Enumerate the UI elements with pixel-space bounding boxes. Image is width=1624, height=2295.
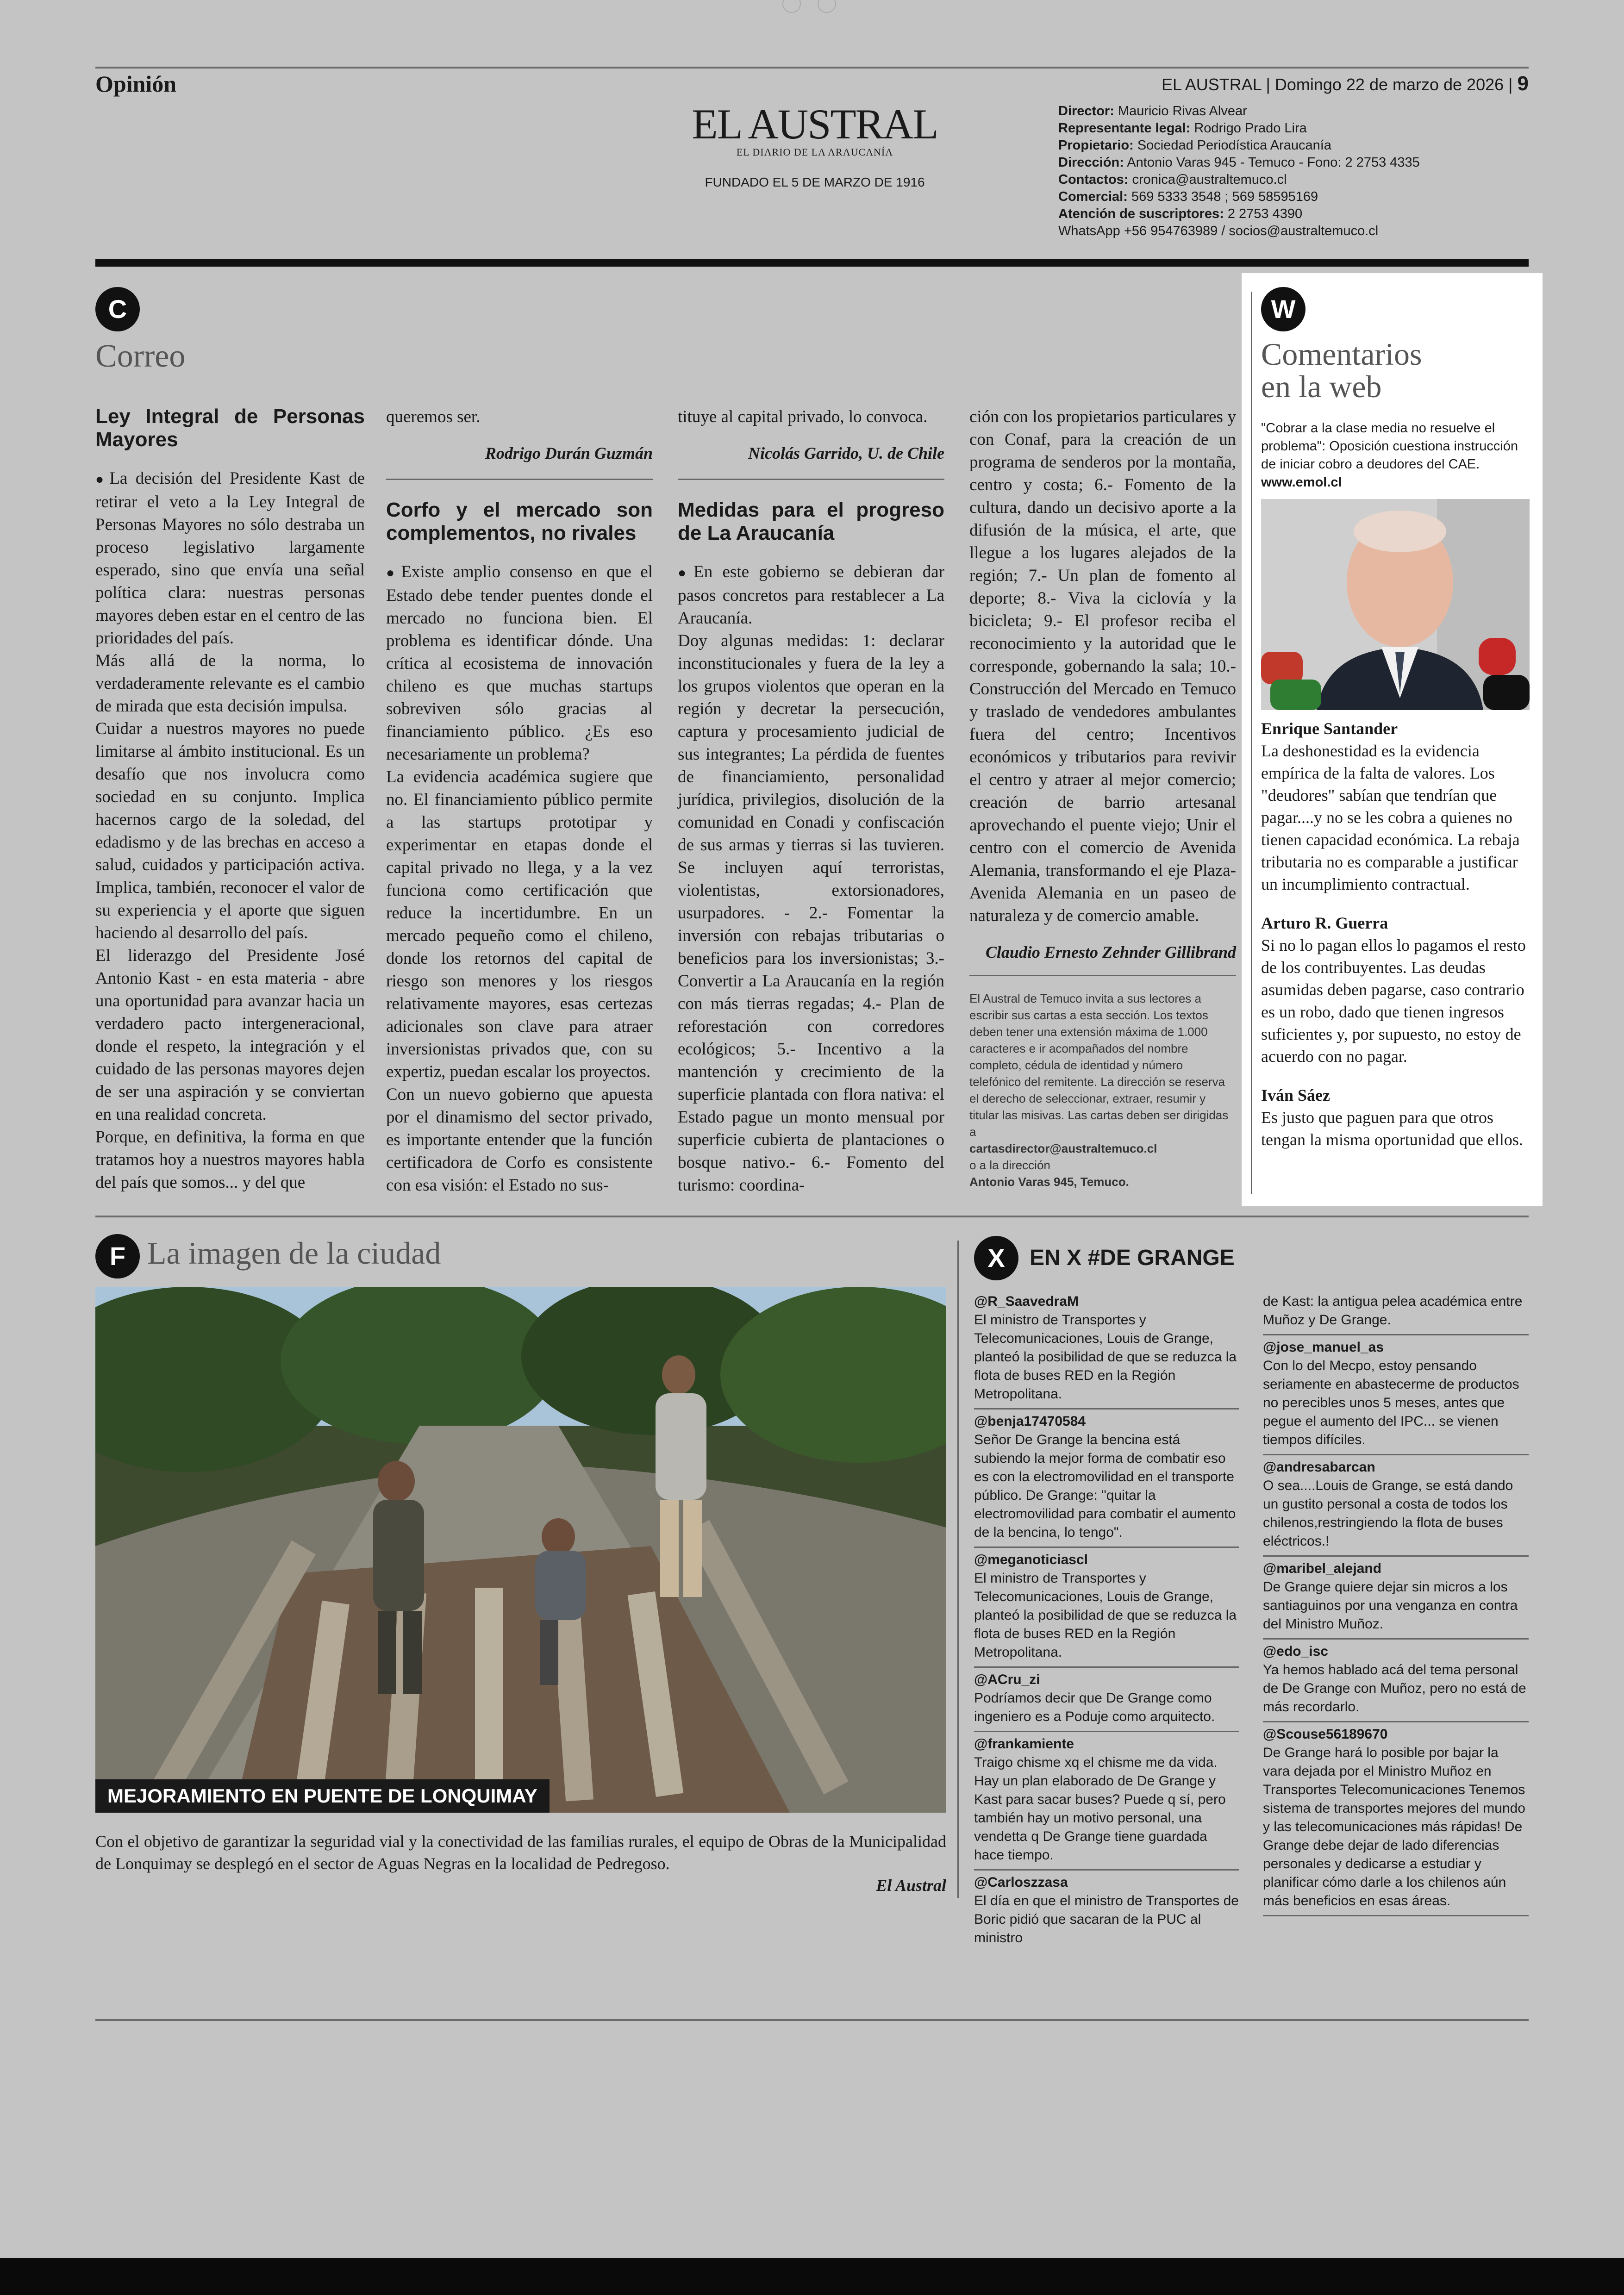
divider — [678, 479, 944, 480]
tweet-text: Con lo del Mecpo, estoy pensando seriamente en abastecerme de productos no perecibles unos 5 meses, antes que pegue el aumento del IPC... se vienen tiempos difíciles. — [1263, 1358, 1519, 1447]
tweet-handle[interactable]: @Carloszzasa — [974, 1875, 1068, 1890]
letter-1-paragraph: El liderazgo del Presidente José Antonio Kast - en esta materia - abre una oportunidad para avanzar hacia un verdadero pacto intergeneracional, donde el respeto, la integración y el cuidado de las personas mayores dejen de ser una aspiración y se conviertan en una realidad concreta. — [95, 946, 365, 1124]
masthead-title: EL AUSTRAL — [692, 100, 938, 148]
tweet — [1263, 1640, 1529, 1722]
staff-line: Representante legal: Rodrigo Prado Lira — [1058, 121, 1307, 136]
web-intro-site[interactable]: www.emol.cl — [1261, 475, 1342, 490]
web-badge: W — [1261, 287, 1305, 331]
tweet-handle[interactable]: @jose_manuel_as — [1263, 1340, 1384, 1355]
letter-1-title: Ley Integral de Personas Mayores — [95, 405, 365, 451]
letters-notice: El Austral de Temuco invita a sus lectores a escribir sus cartas a esta sección. Los textos deben tener una extensión máxima de 1.000 caracteres e ir acompañados del nombre completo, cédula de identidad y número telefónico del remitente. La dirección se reserva el derecho de seleccionar, extraer, resumir y titular las misivas. Las cartas deben ser dirigidas a cartasdirector@australtemuco.cl o a la dirección Antonio Varas 945, Temuco. — [969, 990, 1236, 1190]
next-page-icon[interactable] — [818, 0, 836, 13]
viewer-bottom-bar — [0, 2258, 1624, 2295]
letter-2-title: Corfo y el mercado son complementos, no rivales — [386, 499, 653, 544]
tweets-column-2 — [1263, 1290, 1529, 1916]
tweet-handle[interactable]: @andresabarcan — [1263, 1459, 1375, 1475]
letter-3-signature: Claudio Ernesto Zehnder Gillibrand — [985, 943, 1236, 961]
portrait-illustration — [1261, 499, 1530, 710]
notice-email[interactable]: cartasdirector@australtemuco.cl — [969, 1141, 1157, 1155]
web-comment — [1261, 717, 1530, 895]
letter-3-continuation: ción con los propietarios particulares y con Conaf, para la creación de un programa de senderos por la montaña, centro y costa; 6.- Fomento de la cultura, dando un decisivo aporte a la difusión de la música, el arte, que llegue a los lugares alejados de la región; 7.- Un plan de fomento al deporte; 8.- Viva la ciclovía y la bicicleta; 9.- El profesor reciba el reconocimiento y la autoridad que le corresponde, gobernando la sala; 10.- Construcción del Mercado en Temuco y traslado de vendedores ambulantes fuera del centro; Incentivos económicos y tributarios para revivir el centro y atraer al mejor comercio; creación de barrio artesanal aprovechando el puente viejo; Unir el centro con el comercio de Avenida Alemania, transformando el eje Plaza-Avenida Alemania en un paseo de naturaleza y de comercio amable. — [969, 407, 1236, 925]
comment-author: Enrique Santander — [1261, 719, 1398, 738]
tweet — [974, 1871, 1239, 1952]
web-intro: "Cobrar a la clase media no resuelve el problema": Oposición cuestiona instrucción de iniciar cobro a deudores del CAE. www.emol.cl — [1261, 421, 1518, 490]
tweet — [974, 1290, 1239, 1409]
staff-line: Contactos: cronica@australtemuco.cl — [1058, 172, 1287, 187]
tweets-column-1 — [974, 1290, 1239, 1952]
comment-author: Arturo R. Guerra — [1261, 914, 1388, 932]
tweet-handle[interactable]: @meganoticiascl — [974, 1552, 1088, 1567]
founded-line: FUNDADO EL 5 DE MARZO DE 1916 — [705, 175, 925, 189]
letter-1-continuation: queremos ser. — [386, 407, 481, 426]
photo-section-title: La imagen de la ciudad — [147, 1235, 441, 1271]
tweet-text: Señor De Grange la bencina está subiendo la mejor forma de combatir eso es con la electromovilidad en el transporte público. De Grange: "quitar la electromovilidad para combatir el aumento de la bencina, lo tengo". — [974, 1432, 1236, 1540]
tweet — [1263, 1455, 1529, 1557]
letter-2-paragraph: ● Existe amplio consenso en que el Estado debe tender puentes donde el mercado no funciona bien. El problema es identificar dónde. Una crítica al ecosistema de innovación chileno es que muchas startups sobreviven sólo gracias al financiamiento público. ¿Es eso necesariamente un problema? — [386, 561, 653, 766]
header-thick-rule — [95, 259, 1529, 267]
comment-text: Si no lo pagan ellos lo pagamos el resto de los contribuyentes. Las deudas asumidas deben pagarse, caso contrario es un robo, dado que tienen ingresos suficientes y, por supuesto, no estoy de acuerdo con no pagar. — [1261, 936, 1526, 1066]
correo-badge: C — [95, 287, 140, 331]
tweet-handle[interactable]: @maribel_alejand — [1263, 1561, 1382, 1576]
tweet-handle[interactable]: @frankamiente — [974, 1736, 1074, 1752]
comment-text: La deshonestidad es la evidencia empírica de la falta de valores. Los "deudores" sabían que tendrían que pagar....y no se les cobra a quienes no tienen capacidad económica. La rebaja tributaria no es comparable a justificar un incumplimiento contractual. — [1261, 742, 1520, 893]
photo-badge: F — [95, 1234, 140, 1278]
staff-line: Comercial: 569 5333 3548 ; 569 58595169 — [1058, 189, 1318, 204]
divider — [386, 479, 653, 480]
header-top-rule — [95, 67, 1529, 69]
photo-credit: El Austral — [876, 1876, 946, 1895]
comment-text: Es justo que paguen para que otros tengan la misma oportunidad que ellos. — [1261, 1108, 1523, 1149]
web-comments-list — [1261, 717, 1530, 1151]
x-section-title: EN X #DE GRANGE — [1030, 1246, 1235, 1270]
prev-page-icon[interactable] — [782, 0, 801, 13]
web-comments-panel — [1242, 273, 1543, 1206]
tweet — [974, 1668, 1239, 1732]
tweet-text: de Kast: la antigua pelea académica entre Muñoz y De Grange. — [1263, 1294, 1523, 1328]
masthead-subtitle: EL DIARIO DE LA ARAUCANÍA — [736, 146, 893, 158]
bridge-photo — [95, 1287, 946, 1813]
tweet-text: El ministro de Transportes y Telecomunicaciones, Louis de Grange, planteó la posibilidad de que se reduzca la flota de buses RED en la Región Metropolitana. — [974, 1312, 1237, 1402]
mid-rule — [95, 1216, 1529, 1217]
tweet-handle[interactable]: @Scouse56189670 — [1263, 1727, 1388, 1742]
tweet-handle[interactable]: @edo_isc — [1263, 1644, 1328, 1659]
tweet — [1263, 1335, 1529, 1455]
letter-1-paragraph: Más allá de la norma, lo verdaderamente relevante es el cambio de mirada que esta decisión impulsa. — [95, 651, 365, 716]
date-text: EL AUSTRAL | Domingo 22 de marzo de 2026 | — [1162, 75, 1513, 94]
letter-1-signature: Rodrigo Durán Guzmán — [485, 444, 653, 462]
photo-caption-banner: MEJORAMIENTO EN PUENTE DE LONQUIMAY — [95, 1779, 550, 1813]
tweet — [1263, 1557, 1529, 1640]
tweet-text: O sea....Louis de Grange, se está dando un gustito personal a costa de todos los chilenos,restringiendo la flota de buses eléctricos.! — [1263, 1478, 1513, 1549]
tweet — [974, 1409, 1239, 1548]
staff-line: WhatsApp +56 954763989 / socios@australtemuco.cl — [1058, 224, 1379, 238]
letter-2-paragraph: La evidencia académica sugiere que no. El financiamiento público permite a las startups prototipar y experimentar en etapas donde el capital privado no llega, y a la vez funciona como certificación que reduce la incertidumbre. En un mercado pequeño como el chileno, donde los retornos del capital de riesgo son menores y los riesgos relativamente mayores, esas certezas adicionales son clave para atraer inversionistas privados que, con su expertiz, puedan escalar los proyectos. — [386, 767, 653, 1081]
staff-line: Atención de suscriptores: 2 2753 4390 — [1058, 206, 1303, 221]
tweet — [974, 1732, 1239, 1871]
notice-address: Antonio Varas 945, Temuco. — [969, 1175, 1129, 1189]
letter-2-paragraph: Con un nuevo gobierno que apuesta por el dinamismo del sector privado, es importante entender que la función certificadora de Corfo es consistente con esa visión: el Estado no sus- — [386, 1085, 653, 1195]
masthead — [685, 102, 944, 190]
letter-2-continuation: tituye al capital privado, lo convoca. — [678, 407, 928, 426]
letter-3-column — [678, 405, 944, 1197]
tweet — [1263, 1722, 1529, 1916]
section-title: Opinión — [95, 71, 177, 97]
web-comment — [1261, 912, 1530, 1067]
photo-caption: Con el objetivo de garantizar la seguridad vial y la conectividad de las familias rurales, el equipo de Obras de la Municipalidad de Lonquimay se desplegó en el sector de Aguas Negras en la localidad de Pedregoso. — [95, 1832, 946, 1873]
tweet-handle[interactable]: @ACru_zi — [974, 1672, 1040, 1687]
portrait-photo — [1261, 499, 1530, 710]
footer-rule — [95, 2019, 1529, 2021]
divider — [969, 975, 1236, 976]
staff-box — [1058, 103, 1420, 240]
letter-3-paragraph: ● En este gobierno se debieran dar pasos concretos para restablecer a La Araucanía. — [678, 561, 944, 630]
date-line — [1162, 72, 1529, 95]
staff-line: Propietario: Sociedad Periodística Araucanía — [1058, 138, 1331, 153]
bridge-illustration — [95, 1287, 946, 1813]
letter-3-continuation-column — [969, 405, 1236, 1190]
letter-1-paragraph: ● La decisión del Presidente Kast de retirar el veto a la Ley Integral de Personas Mayores no sólo destraba un proceso legislativo largamente esperado, sino que envía una señal política clara: nuestras personas mayores deben estar en el centro de las prioridades del país. — [95, 467, 365, 649]
x-section-divider — [957, 1241, 959, 1898]
tweet-text: Podríamos decir que De Grange como ingeniero es a Poduje como arquitecto. — [974, 1690, 1215, 1724]
letter-3-paragraph: Doy algunas medidas: 1: declarar inconstitucionales y fuera de la ley a los grupos violentos que operan en la región y decretar la persecución, captura y procesamiento judicial de sus integrantes; La pérdida de fuentes de financiamiento, personalidad jurídica, privilegios, disolución de la comunidad en Conadi y confiscación de sus armas y tierras si las tuvieren. Se incluyen aquí terroristas, violentistas, extorsionadores, usurpadores. - 2.- Fomentar la inversión con rebajas tributarias o beneficios para los inversionistas; 3.- Convertir a La Araucanía en la región con más tierras regadas; 4.- Plan de reforestación con corredores ecológicos; 5.- Incentivo a la mantención y crecimiento de la superficie plantada con flora nativa: el Estado pague un monto mensual por superficie cubierta de plantaciones o bosque nativo.- 6.- Fomento del turismo: coordina- — [678, 631, 944, 1195]
tweet-text: Ya hemos hablado acá del tema personal de De Grange con Muñoz, pero no está de más recordarlo. — [1263, 1662, 1526, 1715]
letter-1-paragraph: Cuidar a nuestros mayores no puede limitarse al ámbito institucional. Es un desafío que nos involucra como sociedad en su conjunto. Implica hacernos cargo de la soledad, del edadismo y de las brechas en acceso a salud, cuidados y participación activa. Implica, también, reconocer el valor de su experiencia y el aporte que siguen haciendo al desarrollo del país. — [95, 719, 365, 942]
correo-title: Correo — [95, 338, 186, 374]
letter-1-column — [95, 405, 365, 1194]
page-number: 9 — [1517, 72, 1529, 95]
tweet-text: De Grange hará lo posible por bajar la vara dejada por el Ministro Muñoz en Transportes Telecomunicaciones Tenemos sistema de transportes mejores del mundo y las telecomunicaciones más rápidas! De Grange debe dejar de lado diferencias personales y dedicarse a estudiar y planificar cómo darle a los chilenos aún más beneficios en esas áreas. — [1263, 1745, 1525, 1908]
comment-author: Iván Sáez — [1261, 1086, 1330, 1104]
letter-3-title: Medidas para el progreso de La Araucanía — [678, 499, 944, 544]
tweet-handle[interactable]: @R_SaavedraM — [974, 1294, 1079, 1309]
staff-line: Director: Mauricio Rivas Alvear — [1058, 104, 1247, 118]
letter-1-paragraph: Porque, en definitiva, la forma en que tratamos hoy a nuestros mayores habla del país que somos... y del que — [95, 1128, 365, 1192]
tweet — [974, 1548, 1239, 1668]
web-comment — [1261, 1084, 1530, 1151]
web-title: Comentarios en la web — [1261, 337, 1422, 404]
letter-2-signature: Nicolás Garrido, U. de Chile — [748, 444, 944, 462]
tweet-text: Traigo chisme xq el chisme me da vida. Hay un plan elaborado de De Grange y Kast para sacar buses? Puede q sí, pero también hay un motivo personal, una vendetta q De Grange tiene guardada hace tiempo. — [974, 1755, 1226, 1863]
x-badge: X — [974, 1236, 1018, 1280]
tweet-text: El día en que el ministro de Transportes de Boric pidió que sacaran de la PUC al ministro — [974, 1893, 1239, 1946]
letter-2-column — [386, 405, 653, 1197]
tweet-handle[interactable]: @benja17470584 — [974, 1414, 1086, 1429]
tweet-text: El ministro de Transportes y Telecomunicaciones, Louis de Grange, planteó la posibilidad de que se reduzca la flota de buses RED en la Región Metropolitana. — [974, 1571, 1237, 1660]
tweet-text: De Grange quiere dejar sin micros a los santiaguinos por una venganza en contra del Ministro Muñoz. — [1263, 1579, 1518, 1632]
notice-or: o a la dirección — [969, 1158, 1050, 1172]
tweet-continuation — [1263, 1290, 1529, 1335]
top-nav-dots — [782, 0, 843, 14]
staff-line: Dirección: Antonio Varas 945 - Temuco - Fono: 2 2753 4335 — [1058, 155, 1420, 170]
panel-left-rule — [1251, 292, 1252, 1194]
